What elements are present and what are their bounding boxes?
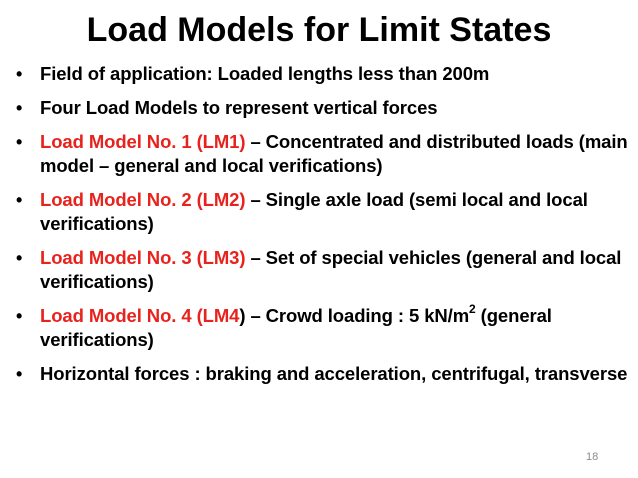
bullet-text: – Single axle load (semi local and local verifications) (40, 189, 588, 234)
bullet-dot-icon: • (16, 64, 23, 84)
load-model-label: Load Model No. 2 (LM2) (40, 189, 246, 210)
bullet-text: Four Load Models to represent vertical forces (40, 97, 438, 118)
bullet-item (14, 188, 634, 236)
bullet-item (14, 362, 634, 386)
bullet-dot-icon: • (16, 364, 23, 384)
bullet-dot-icon: • (16, 306, 23, 326)
bullet-text: – Crowd loading : 5 kN/m (245, 305, 470, 326)
bullet-text: – Set of special vehicles (general and local verifications) (40, 247, 622, 292)
load-model-label: Load Model No. 1 (LM1) (40, 131, 246, 152)
bullet-text: Field of application: Loaded lengths less than 200m (40, 63, 490, 84)
bullet-text: (general verifications) (40, 305, 552, 350)
bullet-dot-icon: • (16, 248, 23, 268)
bullet-item (14, 246, 634, 294)
page-number: 18 (586, 451, 599, 463)
bullet-dot-icon: • (16, 190, 23, 210)
bullet-list (14, 62, 634, 396)
bullet-item (14, 130, 634, 178)
bullet-dot-icon: • (16, 132, 23, 152)
load-model-label: Load Model No. 3 (LM3) (40, 247, 246, 268)
bullet-item (14, 301, 634, 352)
slide-title: Load Models for Limit States (86, 11, 552, 49)
closing-paren: ) (239, 305, 246, 326)
bullet-dot-icon: • (16, 98, 23, 118)
bullet-text: – Concentrated and distributed loads (main model – general and local verifications) (40, 131, 628, 176)
bullet-item (14, 62, 634, 86)
bullet-item (14, 96, 634, 120)
bullet-text: Horizontal forces : braking and acceleration, centrifugal, transverse (40, 363, 628, 384)
superscript: 2 (469, 301, 476, 316)
load-model-label: Load Model No. 4 (LM4 (40, 305, 240, 326)
